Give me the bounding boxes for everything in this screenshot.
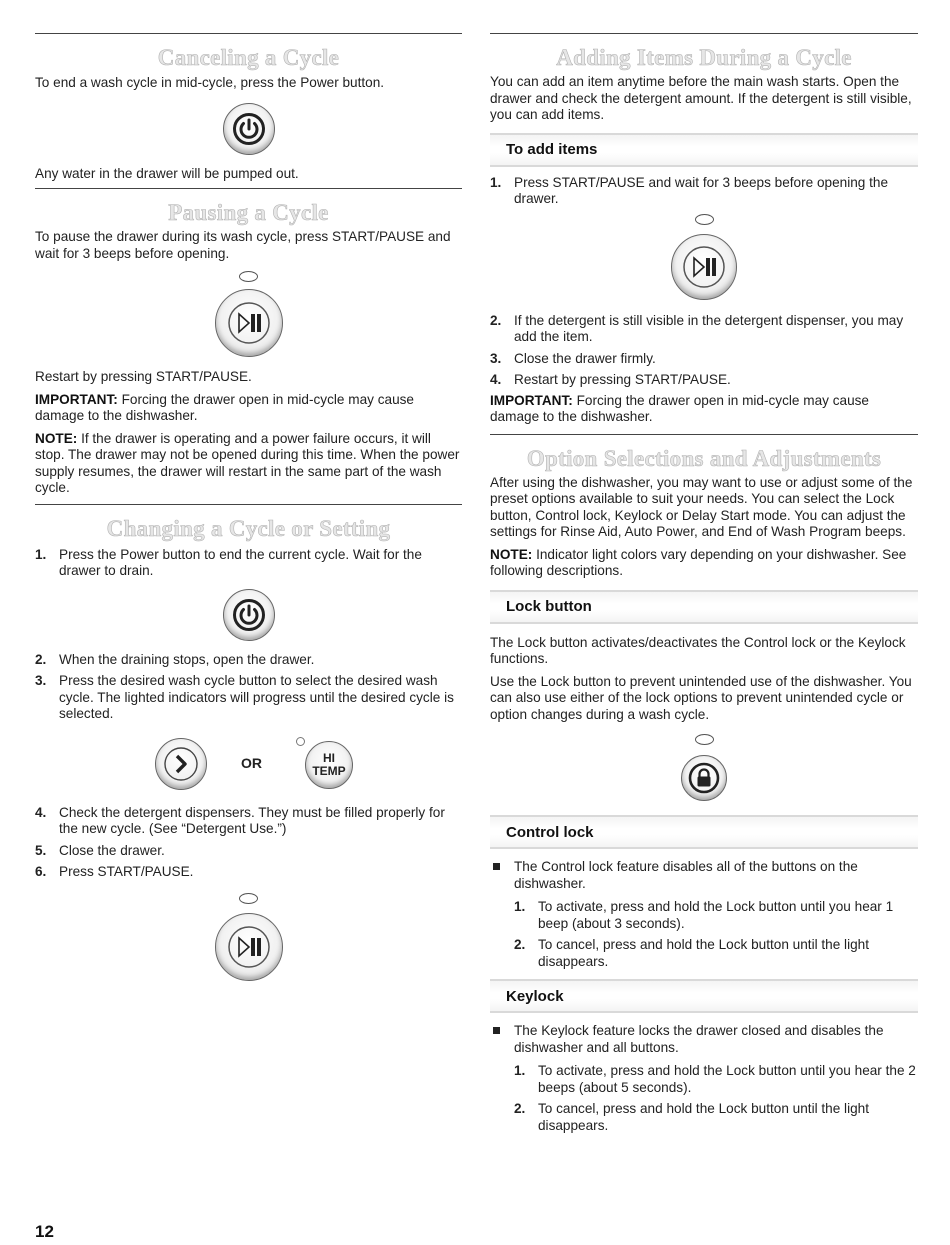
list-item: 2. If the detergent is still visible in the detergent dispenser, you may add the item. — [490, 312, 904, 344]
lock-button-text: The Lock button activates/deactivates the Control lock or the Keylock functions. — [490, 634, 906, 666]
indicator-light-icon — [239, 893, 258, 904]
list-item: 4. Restart by pressing START/PAUSE. — [490, 372, 731, 387]
canceling-text: To end a wash cycle in mid-cycle, press the Power button. — [35, 75, 385, 90]
pausing-restart-text: Restart by pressing START/PAUSE. — [35, 369, 252, 384]
power-button-icon — [223, 103, 275, 155]
start-pause-button-icon — [215, 913, 283, 981]
indicator-light-icon — [695, 214, 714, 225]
or-label: OR — [241, 754, 262, 771]
list-item: 2. To cancel, press and hold the Lock button until the light disappears. — [514, 937, 869, 969]
important-label: IMPORTANT: — [490, 392, 573, 408]
changing-steps-list — [35, 547, 462, 580]
keylock-bullet: The Keylock feature locks the drawer closed and disables the dishwasher and all buttons. — [490, 1023, 918, 1056]
adding-important — [490, 393, 918, 426]
start-pause-button-icon — [671, 234, 737, 300]
pausing-title: Pausing a Cycle — [168, 200, 329, 225]
section-divider — [35, 504, 462, 505]
canceling-drain-text: Any water in the drawer will be pumped out. — [35, 165, 299, 181]
lock-button-usage-text: Use the Lock button to prevent unintended use of the dishwasher. You can also use either of the lock options to prevent unintended cycle or option changes during a wash cycle. — [490, 673, 912, 722]
list-item: 1. To activate, press and hold the Lock button until you hear the 2 beeps (about 5 seconds). — [514, 1063, 916, 1095]
left-column — [35, 33, 462, 981]
changing-title: Changing a Cycle or Setting — [106, 515, 391, 541]
indicator-light-icon — [695, 734, 714, 745]
list-item: 6. Press START/PAUSE. — [35, 864, 194, 879]
list-item: 1. To activate, press and hold the Lock button until you hear 1 beep (about 3 seconds). — [514, 899, 894, 931]
indicator-light-icon — [296, 737, 305, 746]
pausing-note — [35, 431, 462, 497]
options-note — [490, 547, 918, 580]
adding-text: You can add an item anytime before the main wash starts. Open the drawer and check the detergent amount. If the detergent is still visible, you can add items. — [490, 74, 912, 122]
cycle-button-row — [35, 737, 462, 791]
section-divider — [490, 33, 918, 34]
keylock-heading: Keylock — [490, 979, 918, 1013]
pausing-important — [35, 392, 462, 425]
list-item: 3. Close the drawer firmly. — [490, 350, 656, 366]
start-pause-button-icon — [215, 289, 283, 357]
list-item: 4. Check the detergent dispensers. They must be filled properly for the new cycle. (See “Detergent Use.”) — [35, 804, 445, 836]
note-label: NOTE: — [35, 430, 78, 446]
indicator-light-icon — [239, 271, 258, 282]
section-divider — [35, 188, 462, 189]
important-text: Forcing the drawer open in mid-cycle may cause damage to the dishwasher. — [490, 392, 869, 424]
hi-temp-button-icon: HI TEMP — [305, 741, 353, 789]
options-text: After using the dishwasher, you may want to use or adjust some of the preset options available to suit your needs. You can select the Lock button, Control lock, Keylock or Delay Start mode. You can adjust the settings for Rinse Aid, Auto Power, and End of Wash Program beeps. — [490, 474, 913, 539]
list-item: 1. Press the Power button to end the current cycle. Wait for the drawer to drain. — [35, 546, 422, 578]
note-text: If the drawer is operating and a power failure occurs, it will stop. The drawer may not be opened during this time. When the power supply resumes, the drawer will restart in the same part of the wash cycle. — [35, 430, 460, 495]
changing-steps-list — [35, 652, 462, 723]
lock-button-heading: Lock button — [490, 590, 918, 624]
section-divider — [490, 434, 918, 435]
section-divider — [35, 33, 462, 34]
note-text: Indicator light colors vary depending on your dishwasher. See following descriptions. — [490, 546, 907, 578]
control-lock-bullet: The Control lock feature disables all of the buttons on the dishwasher. — [490, 859, 918, 892]
pausing-text: To pause the drawer during its wash cycle, press START/PAUSE and wait for 3 beeps before opening. — [35, 229, 451, 261]
adding-title: Adding Items During a Cycle — [556, 45, 852, 70]
lock-button-icon — [681, 755, 727, 801]
adding-steps-list — [490, 175, 918, 208]
right-column — [490, 33, 918, 1134]
to-add-items-heading: To add items — [490, 133, 918, 167]
list-item: 1. Press START/PAUSE and wait for 3 beeps before opening the drawer. — [490, 174, 889, 206]
list-item: 2. When the draining stops, open the drawer. — [35, 651, 315, 667]
power-button-icon — [223, 589, 275, 641]
changing-steps-list — [35, 805, 462, 881]
cycle-select-button-icon — [155, 738, 207, 790]
keylock-steps — [490, 1063, 918, 1134]
hi-temp-button-group — [296, 737, 356, 791]
list-item: 2. To cancel, press and hold the Lock button until the light disappears. — [514, 1101, 869, 1133]
adding-steps-list — [490, 313, 918, 389]
control-lock-steps — [490, 899, 918, 970]
list-item: 3. Press the desired wash cycle button to select the desired wash cycle. The lighted indicators will progress until the desired cycle is selected. — [35, 673, 454, 721]
control-lock-heading: Control lock — [490, 815, 918, 849]
important-label: IMPORTANT: — [35, 391, 118, 407]
canceling-title: Canceling a Cycle — [157, 45, 340, 70]
note-label: NOTE: — [490, 546, 533, 562]
page-number: 12 — [35, 1222, 54, 1241]
options-title: Option Selections and Adjustments — [526, 445, 882, 471]
important-text: Forcing the drawer open in mid-cycle may cause damage to the dishwasher. — [35, 391, 414, 423]
list-item: 5. Close the drawer. — [35, 842, 165, 858]
